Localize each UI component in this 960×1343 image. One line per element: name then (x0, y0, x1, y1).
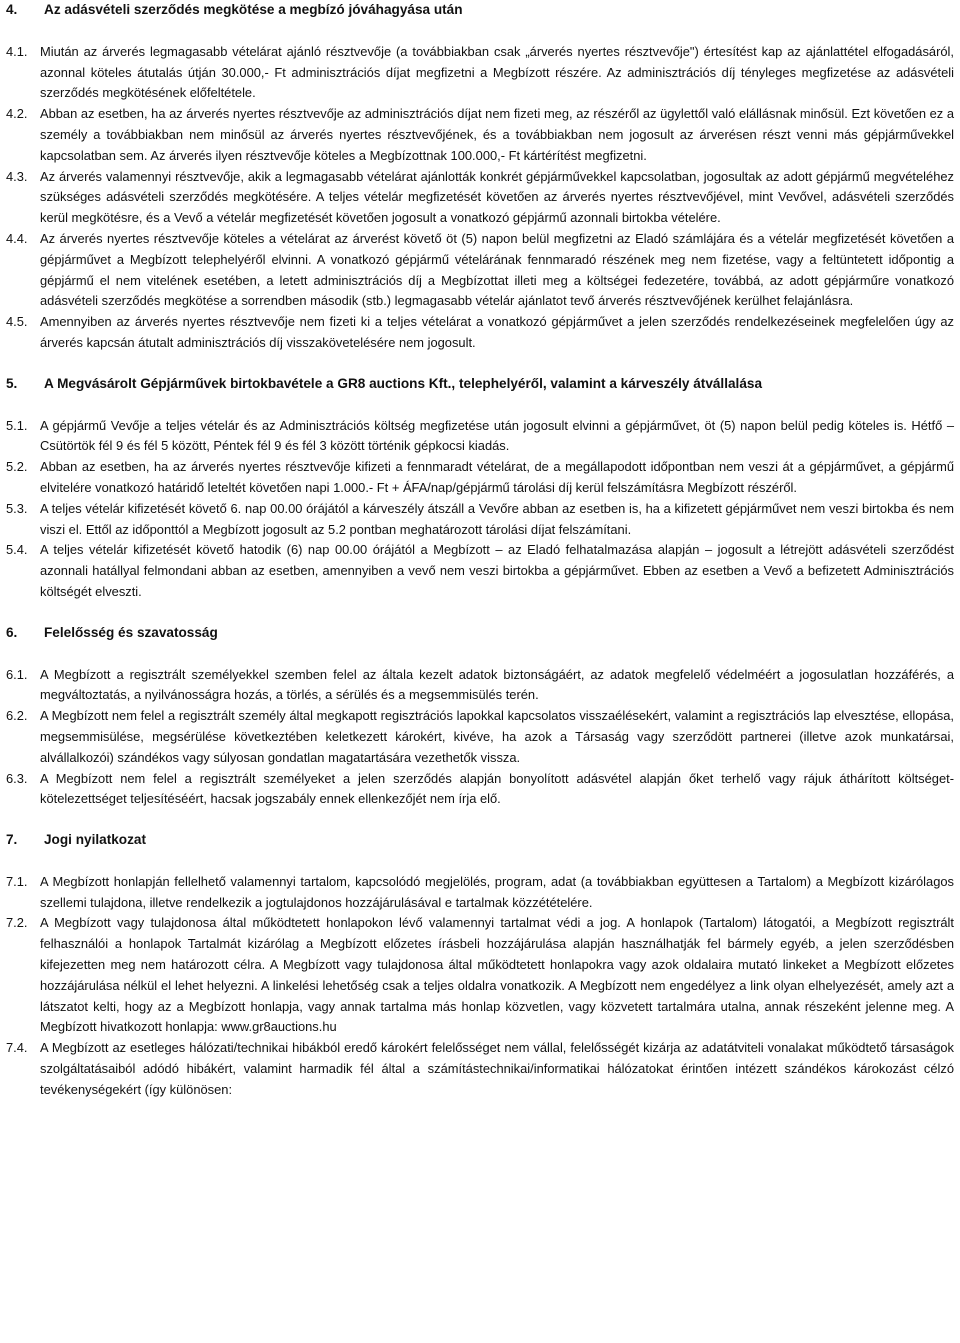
clause-number: 4.1. (6, 43, 28, 59)
clause-text: A gépjármű Vevője a teljes vételár és az Adminisztrációs költség megfizetése után jogosult elvinni a gépjárművet, öt (5) napon belül pedig köteles is. Hétfő – Csütörtök fél 9 és fél 5 között, Péntek fél 9 és fél 3 között történik gépkocsi kiadás. (40, 417, 954, 454)
clause-number: 5.1. (6, 417, 28, 433)
clause-text: A Megbízott az esetleges hálózati/technikai hibákból eredő károkért felelősséget nem vállal, felelősségét kizárja az adatátviteli vonalakat működtető társaságok szolgáltatásaiból adódó hibákért, valamint harmadik fél által a számítástechnikai/informatikai hálózatokat érintően intézett szándékos károkozást célzó tevékenységekért (így különösen: (40, 1040, 954, 1097)
section-heading-4 (6, 0, 954, 21)
clause-text: A Megbízott vagy tulajdonosa által működtetett honlapokon lévő valamennyi tartalmat védi a jog. A honlapok (Tartalom) látogatói, a Megbízott regisztrált felhasználói a honlapok Tartalmát kizárólag a Megbízott előzetes írásbeli hozzájárulása alapján használhatják fel bármely egyéb, a jelen szerződésben kifejezetten meg nem határozott célra. A Megbízott vagy tulajdonosa által működtetett honlapokra vagy azok oldalaira mutató linkeket a Megbízott előzetes hozzájárulása nélkül el lehet helyezni. A linkelési lehetőség csak a teljes oldalra vonatkozik. A Megbízott nem engedélyez a link olyan elhelyezését, amely azt a látszatot kelti, hogy az a Megbízott honlapja, vagy annak tartalma más honlap közvetlen, vagy közvetett tartalmára utalna, annak részeként jelenne meg. A Megbízott hivatkozott honlapja: www.gr8auctions.hu (40, 915, 954, 1035)
clause-text: Amennyiben az árverés nyertes résztvevője nem fizeti ki a teljes vételárat a vonatkozó gépjárművet a jelen szerződés rendelkezéseinek megfelelően úgy az árverés kapcsán átutalt adminisztrációs díj visszakövetelésére nem jogosult. (40, 314, 954, 350)
clause-7-4 (6, 1038, 954, 1100)
clause-5-2 (6, 457, 954, 499)
clause-number: 7.1. (6, 873, 28, 889)
clause-7-1 (6, 872, 954, 914)
clause-number: 4.5. (6, 314, 28, 330)
clause-number: 6.1. (6, 666, 28, 682)
clause-4-2 (6, 104, 954, 166)
clause-text: A Megbízott nem felel a regisztrált személy által megkapott regisztrációs lapokkal kapcsolatos visszaélésekért, valamint a regisztrációs lap elvesztése, ellopása, megsemmisülése, megsérülése következtében keletkezett károkért, kivéve, ha azok a Társaság vagy szerződött partnerei (illetve azok munkatársai, alvállalkozói) szándékos vagy súlyosan gondatlan magatartására vezethetők vissza. (40, 708, 954, 765)
section-title: Jogi nyilatkozat (44, 832, 146, 848)
clause-text: A teljes vételár kifizetését követő hatodik (6) nap 00.00 órájától a Megbízott – az Eladó felhatalmazása alapján – jogosult a létrejött adásvételi szerződést azonnali hatállyal felmondani abban az esetben, amennyiben a vevő nem veszi birtokba a gépjárművet. Ebben az esetben a Vevő a befizetett Adminisztrációs költségét elveszti. (40, 542, 954, 599)
section-number: 7. (6, 832, 18, 848)
clause-number: 5.3. (6, 500, 28, 516)
section-title: A Megvásárolt Gépjárművek birtokbavétele a GR8 auctions Kft., telephelyéről, valamint a kárveszély átvállalása (44, 375, 763, 391)
section-heading-5 (6, 374, 954, 395)
clause-4-1 (6, 42, 954, 104)
clause-number: 7.4. (6, 1040, 28, 1056)
clause-text: A teljes vételár kifizetését követő 6. nap 00.00 órájától a kárveszély átszáll a Vevőre abban az esetben is, ha a kifizetett gépjárművet nem veszi birtokba és nem viszi el. Ettől az időponttól a Megbízott jogosult az 5.2 pontban meghatározott tárolási díjat felszámítani. (40, 500, 954, 537)
section-number: 5. (6, 375, 18, 391)
section-heading-6 (6, 623, 954, 644)
clause-text: A Megbízott nem felel a regisztrált személyeket a jelen szerződés alapján bonyolított adásvétel alapján őket terhelő vagy rájuk áthárított költséget-kötelezettséget teljesítéséért, hacsak jogszabály ennek ellenkezőjét nem írja elő. (40, 770, 954, 807)
clause-4-3 (6, 167, 954, 229)
clause-number: 4.2. (6, 106, 28, 122)
clause-text: Az árverés valamennyi résztvevője, akik a legmagasabb vételárat ajánlották konkrét gépjárművekkel kapcsolatban, jogosultak az adott gépjármű megvételéhez szükséges adásvételi szerződés megkötésére. A teljes vételár megfizetését követően az árverés nyertes résztvevőjével, mint Vevővel, adásvételi szerződés kerül megkötésre, és a Vevő a vételár megfizetését követően jogosult a vonatkozó gépjármű azonnali birtokba vételére. (40, 168, 954, 226)
clause-number: 6.3. (6, 770, 28, 786)
section-title: Felelősség és szavatosság (44, 624, 218, 640)
clause-text: Abban az esetben, ha az árverés nyertes résztvevője kifizeti a fennmaradt vételárat, de a megállapodott időpontban nem veszi át a gépjárművet, a gépjármű elvitelére vonatkozó határidő leteltét követően napi 1.000.- Ft + ÁFA/nap/gépjármű tárolási díj kerül felszámításra Megbízott részéről. (40, 459, 954, 495)
clause-text: Abban az esetben, ha az árverés nyertes résztvevője az adminisztrációs díjat nem fizeti meg, az részéről az ügylettől való elállásnak minősül. Ezt követően ez a személy a továbbiakban nem minősül az árverés nyertes résztvevőjének, és a továbbiakban nem jogosult az árverésen részt venni más gépjárművekkel kapcsolatban sem. Az árverés ilyen résztvevője köteles a Megbízottnak 100.000,- Ft kártérítést megfizetni. (40, 106, 954, 163)
section-number: 6. (6, 624, 18, 640)
clause-text: A Megbízott honlapján fellelhető valamennyi tartalom, kapcsolódó megjelölés, program, adat (a továbbiakban együttesen a Tartalom) a Megbízott kizárólagos szellemi tulajdona, illetve rendelkezik a jogtulajdonos hozzájárulásával e tartalmak közzétételére. (40, 873, 954, 910)
clause-text: A Megbízott a regisztrált személyekkel szemben felel az általa kezelt adatok biztonságáért, az adatok megfelelő védelméért a jogosulatlan hozzáférés, a megváltoztatás, a nyilvánosságra hozás, a törlés, a sérülés és a megsemmisülés terén. (40, 666, 954, 703)
clause-4-5 (6, 312, 954, 354)
section-number: 4. (6, 2, 18, 17)
clause-5-3 (6, 499, 954, 541)
clause-6-1 (6, 665, 954, 707)
section-title: Az adásvételi szerződés megkötése a megbízó jóváhagyása után (44, 2, 463, 17)
clause-number: 4.3. (6, 168, 28, 184)
clause-text: Miután az árverés legmagasabb vételárat ajánló résztvevője (a továbbiakban csak „árverés nyertes résztvevője") értesítést kap az ajánlattétel elfogadásáról, azonnal köteles átutalás útján 30.000,- Ft adminisztrációs díjat megfizetni a Megbízott részére. Az adminisztrációs díj tényleges megfizetése az adásvételi szerződés megkötésének előfeltétele. (40, 43, 954, 101)
clause-number: 7.2. (6, 915, 28, 931)
clause-6-2 (6, 706, 954, 768)
clause-number: 5.4. (6, 542, 28, 558)
clause-5-1 (6, 416, 954, 458)
clause-number: 5.2. (6, 459, 28, 475)
clause-4-4 (6, 229, 954, 312)
section-heading-7 (6, 830, 954, 851)
clause-7-2 (6, 913, 954, 1038)
clause-number: 6.2. (6, 708, 28, 724)
clause-number: 4.4. (6, 230, 28, 246)
clause-6-3 (6, 769, 954, 811)
clause-text: Az árverés nyertes résztvevője köteles a vételárat az árverést követő öt (5) napon belül megfizetni az Eladó számlájára és a vételár megfizetését követően a gépjárművet a Megbízott telephelyéről elvinni. A vonatkozó gépjármű vételárának fennmaradó részének meg nem fizetése, vagy a feltüntetett időpontig a gépjármű el nem vitelének esetében, a letett adminisztrációs díj a Megbízottat illeti meg a költségei fedezetére, továbbá, az adott gépjárműre vonatkozó adásvételi szerződés megkötése a sorrendben második (stb.) legmagasabb vételár ajánlatot tevő árverés résztvevőjének kerülhet felajánlásra. (40, 230, 954, 309)
clause-5-4 (6, 540, 954, 602)
